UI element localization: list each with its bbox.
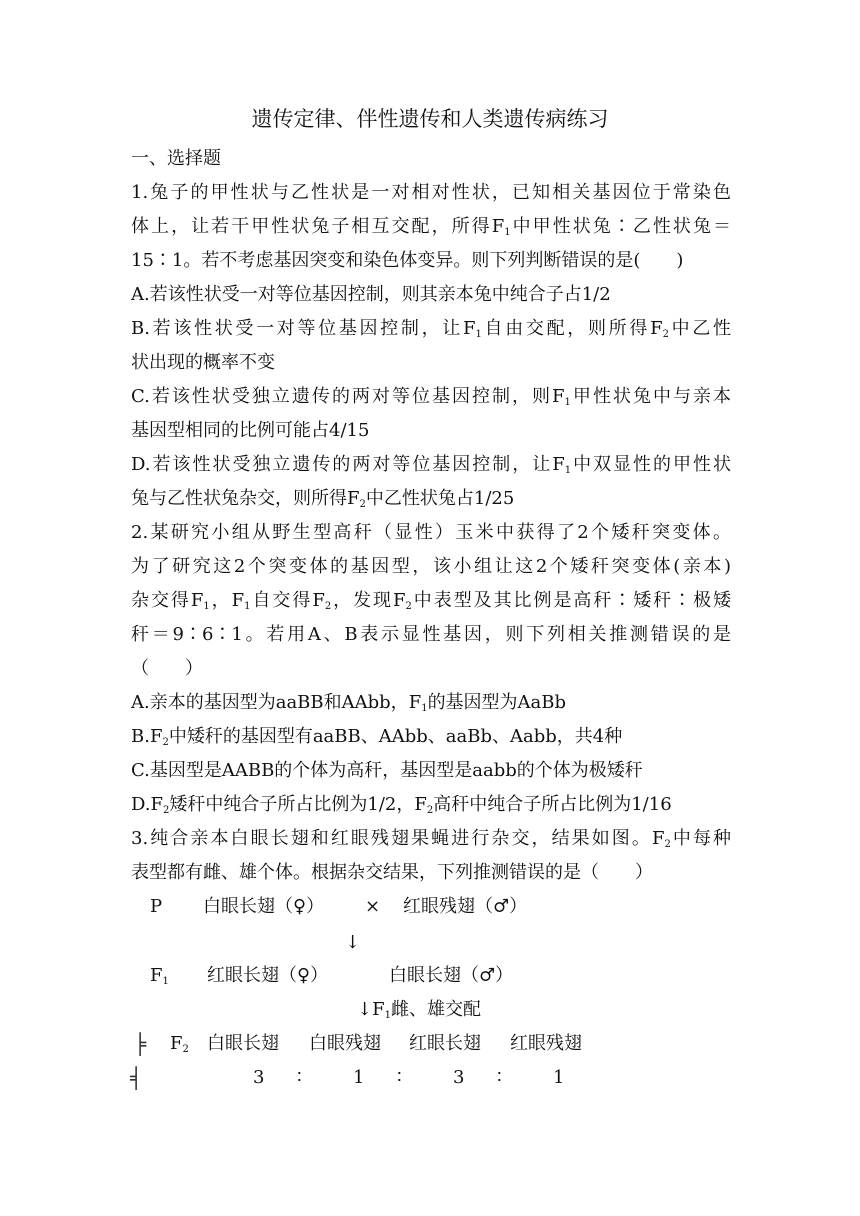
q1-option-b-line2: 状出现的概率不变 <box>131 352 275 373</box>
cross-p-male: 红眼残翅（♂） <box>403 896 528 917</box>
cross-arrow-p-to-f1: ↓ <box>345 932 361 953</box>
q1-option-c-line1: C.若该性状受独立遗传的两对等位基因控制，则$F_1$甲性状兔中与亲本 <box>131 386 731 408</box>
q3-stem-line1: 3.纯合亲本白眼长翅和红眼残翅果蝇进行杂交，结果如图。$F_2$中每种 <box>131 828 732 850</box>
section-heading: 一、选择题 <box>131 148 221 169</box>
f2-ratio-sep-2: ∶ <box>397 1067 402 1088</box>
cross-f1-male: 白眼长翅（♂） <box>389 965 514 986</box>
q1-stem-line3: 15∶1。若不考虑基因突变和染色体变异。则下列判断错误的是( ) <box>131 250 684 271</box>
q1-option-d-line1: D.若该性状受独立遗传的两对等位基因控制，让$F_1$中双显性的甲性状 <box>131 454 732 476</box>
q1-option-c-line2: 基因型相同的比例可能占4/15 <box>131 420 370 441</box>
f2-phenotype-2: 白眼残翅 <box>309 1033 381 1054</box>
f2-phenotype-3: 红眼长翅 <box>409 1033 481 1054</box>
cross-p-label: P <box>150 896 163 917</box>
page-title: 遗传定律、伴性遗传和人类遗传病练习 <box>251 107 609 131</box>
f2-ratio-sep-3: ∶ <box>497 1067 502 1088</box>
q1-stem-line1: 1.兔子的甲性状与乙性状是一对相对性状，已知相关基因位于常染色 <box>131 182 731 203</box>
cross-p-female: 白眼长翅（♀） <box>203 896 325 917</box>
cross-f1-female: 红眼长翅（♀） <box>207 965 329 986</box>
cross-f1-mating: $↓F_1$雌、雄交配 <box>357 999 481 1021</box>
q2-option-a: A.亲本的基因型为aaBB和AAbb，$F_1$的基因型为AaBb <box>131 692 567 714</box>
f2-phenotype-1: 白眼长翅 <box>207 1033 279 1054</box>
f2-ratio-1: 3 <box>253 1067 265 1088</box>
q3-stem-line2: 表型都有雌、雄个体。根据杂交结果，下列推测错误的是（ ） <box>131 862 653 883</box>
q1-stem-line2: 体上，让若干甲性状兔子相互交配，所得$F_1$中甲性状兔∶乙性状兔＝ <box>131 216 732 238</box>
q1-option-d-line2: 兔与乙性状兔杂交，则所得$F_2$中乙性状兔占1/25 <box>131 488 515 510</box>
q2-stem-line2: 为了研究这2个突变体的基因型，该小组让这2个矮秆突变体(亲本) <box>131 556 731 577</box>
cross-times-sign: × <box>365 896 381 917</box>
q2-stem-line4: 秆＝9∶6∶1。若用A、B表示显性基因，则下列相关推测错误的是 <box>131 624 731 645</box>
q2-stem-line3: 杂交得$F_1$，$F_1$自交得$F_2$，发现$F_2$中表型及其比例是高秆∶矮秆∶极矮 <box>131 590 732 612</box>
f2-ratio-2: 1 <box>353 1067 365 1088</box>
q1-option-a: A.若该性状受一对等位基因控制，则其亲本兔中纯合子占1/2 <box>131 284 611 305</box>
q2-option-d: $D.F_2$矮秆中纯合子所占比例为1/2，$F_2$高秆中纯合子所占比例为1/16 <box>131 794 672 816</box>
q2-option-c: C.基因型是AABB的个体为高秆，基因型是aabb的个体为极矮秆 <box>131 760 643 781</box>
q2-stem-line5: （ ） <box>131 658 203 679</box>
f2-ratio-sep-1: ∶ <box>297 1067 302 1088</box>
cross-f1-label: $F_1$ <box>150 965 169 987</box>
f2-ratio-3: 3 <box>453 1067 465 1088</box>
q2-stem-line1: 2.某研究小组从野生型高秆（显性）玉米中获得了2个矮秆突变体。 <box>131 522 731 543</box>
f2-phenotype-4: 红眼残翅 <box>510 1033 582 1054</box>
cross-f2-label: $F_2$ <box>170 1033 189 1055</box>
margin-mark-upper: ╞ <box>134 1032 147 1056</box>
f2-ratio-4: 1 <box>553 1067 565 1088</box>
q2-option-b: $B.F_2$中矮秆的基因型有aaBB、AAbb、aaBb、Aabb，共4种 <box>131 726 623 748</box>
margin-mark-lower: ╡ <box>130 1066 143 1090</box>
q1-option-b-line1: B.若该性状受一对等位基因控制，让$F_1$自由交配，则所得$F_2$中乙性 <box>131 318 732 340</box>
